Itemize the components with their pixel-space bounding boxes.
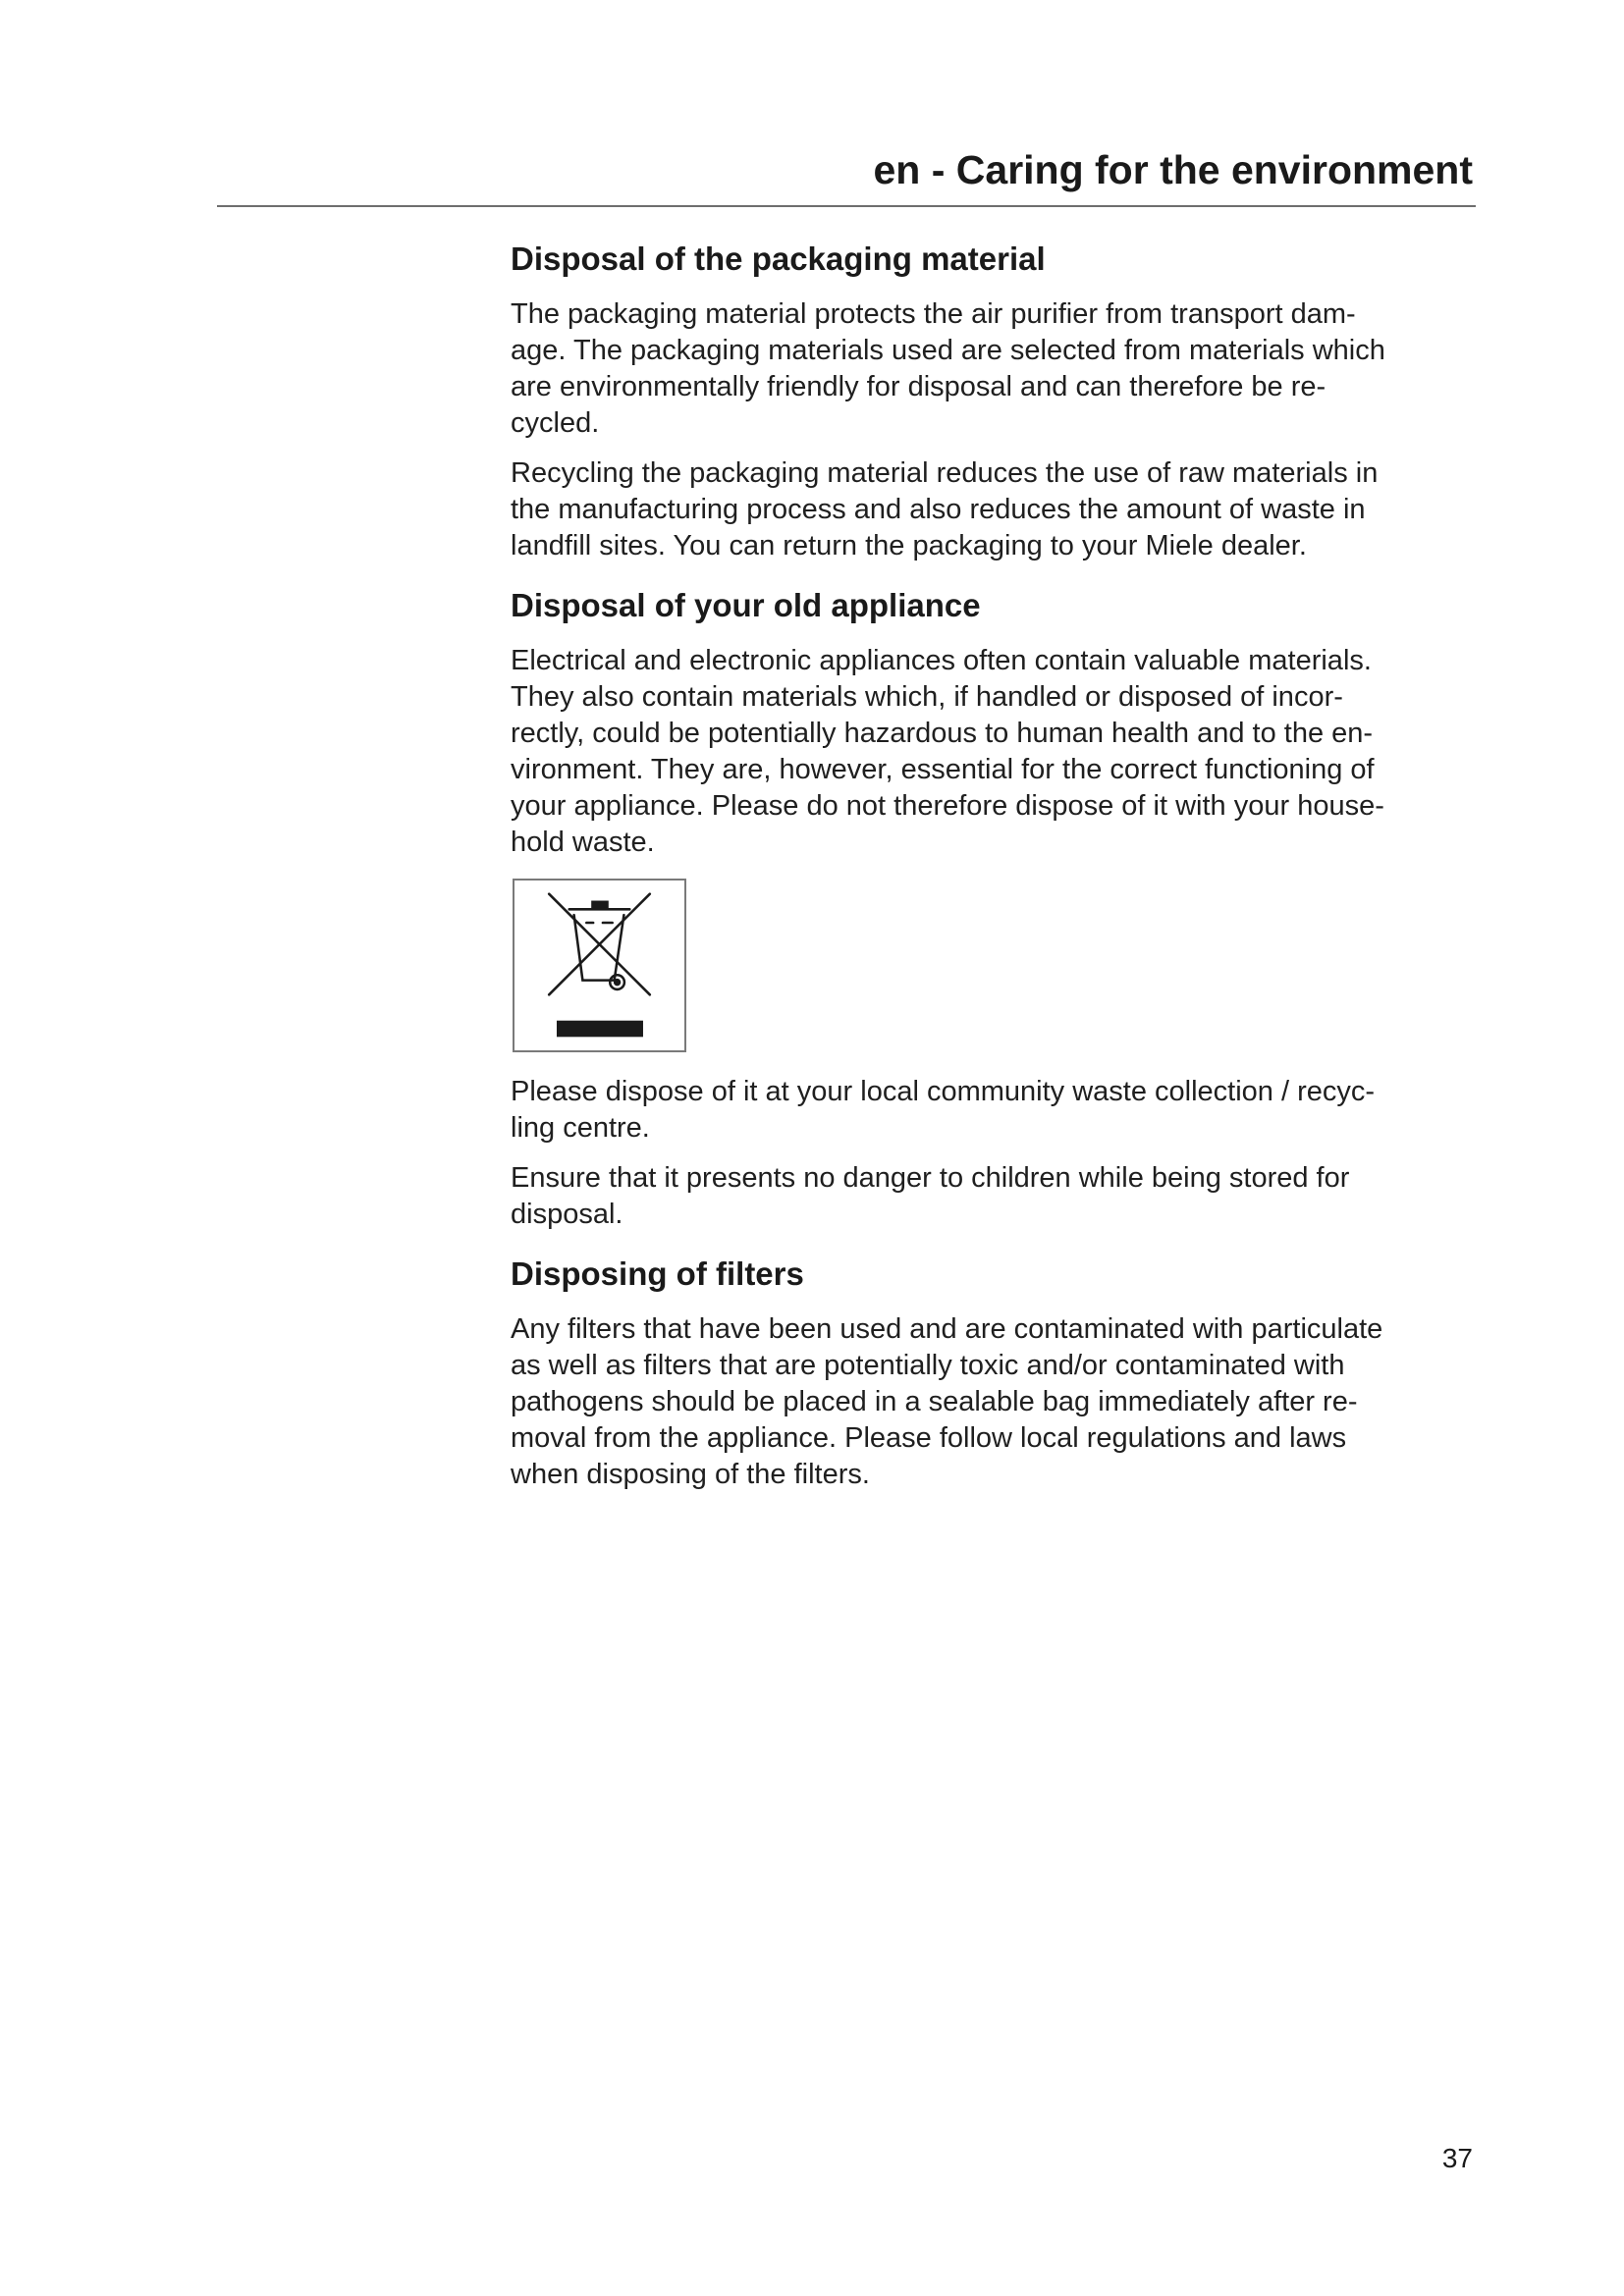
text-line: cycled. — [511, 407, 600, 439]
text-line: They also contain materials which, if handled or disposed of incor- — [511, 681, 1343, 713]
section-filter-disposal — [511, 1247, 1478, 1493]
section-packaging-disposal — [511, 232, 1478, 564]
crossed-out-wheelie-bin-icon — [513, 879, 686, 1052]
paragraph-packaging-recycling — [511, 455, 1478, 564]
text-line: are environmentally friendly for disposal and can therefore be re- — [511, 371, 1326, 402]
text-line: Please dispose of it at your local community waste collection / recyc- — [511, 1076, 1376, 1107]
text-line: Recycling the packaging material reduces the use of raw materials in — [511, 457, 1379, 489]
text-line: rectly, could be potentially hazardous to human health and to the en- — [511, 718, 1374, 749]
text-line: The packaging material protects the air purifier from transport dam- — [511, 298, 1356, 330]
text-line: vironment. They are, however, essential for the correct functioning of — [511, 754, 1375, 785]
text-line: pathogens should be placed in a sealable bag immediately after re- — [511, 1386, 1358, 1417]
text-line: when disposing of the filters. — [511, 1459, 870, 1490]
section-heading-filters: Disposing of filters — [511, 1255, 804, 1292]
text-line: the manufacturing process and also reduces the amount of waste in — [511, 494, 1366, 525]
section-heading-packaging: Disposal of the packaging material — [511, 240, 1046, 277]
paragraph-packaging-protection — [511, 296, 1478, 442]
page-number: 37 — [1441, 2143, 1473, 2173]
text-line: moval from the appliance. Please follow local regulations and laws — [511, 1422, 1347, 1454]
text-line: Any filters that have been used and are contaminated with particulate — [511, 1313, 1383, 1345]
text-line: your appliance. Please do not therefore dispose of it with your house- — [511, 790, 1384, 822]
section-heading-old-appliance: Disposal of your old appliance — [511, 587, 981, 623]
text-line: age. The packaging materials used are selected from materials which — [511, 335, 1385, 366]
text-line: as well as filters that are potentially toxic and/or contaminated with — [511, 1350, 1345, 1381]
text-line: ling centre. — [511, 1112, 650, 1144]
text-line: landfill sites. You can return the packaging to your Miele dealer. — [511, 530, 1307, 561]
text-line: hold waste. — [511, 827, 655, 858]
paragraph-filter-disposal — [511, 1311, 1478, 1493]
page-header-title: en - Caring for the environment — [873, 147, 1473, 192]
text-line: disposal. — [511, 1199, 623, 1230]
text-line: Electrical and electronic appliances often contain valuable materials. — [511, 645, 1372, 676]
paragraph-child-safety — [511, 1160, 1478, 1233]
paragraph-collection-centre — [511, 1074, 1478, 1147]
paragraph-appliance-materials — [511, 643, 1478, 861]
text-line: Ensure that it presents no danger to children while being stored for — [511, 1162, 1350, 1194]
main-content — [511, 232, 1478, 1507]
header-divider — [217, 205, 1476, 207]
section-old-appliance-disposal — [511, 578, 1478, 1233]
